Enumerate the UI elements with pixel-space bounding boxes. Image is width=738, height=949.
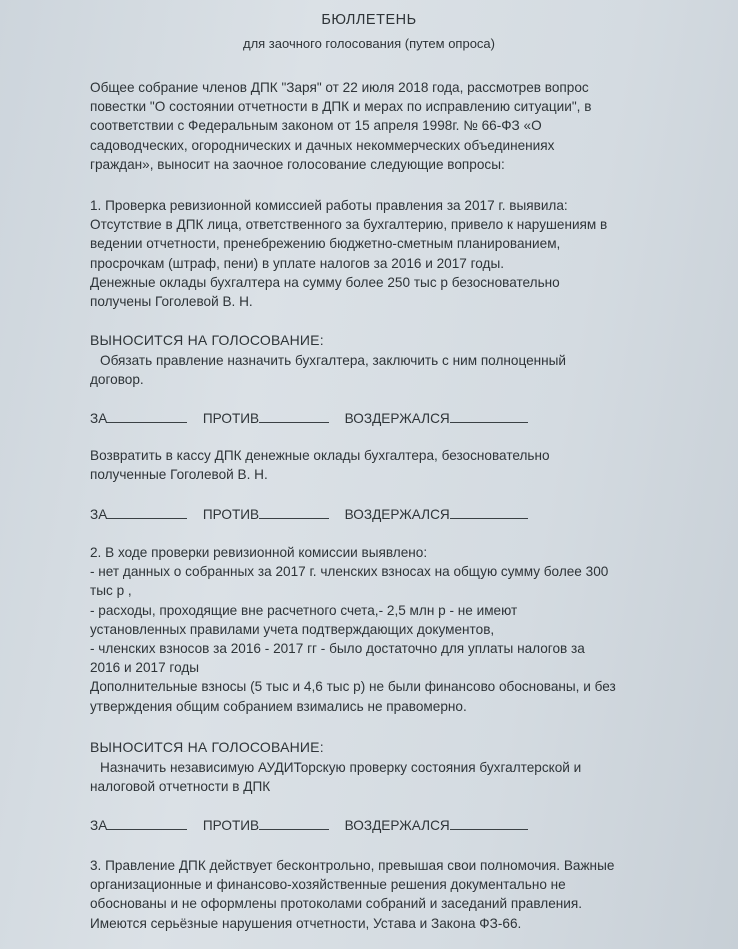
proposal-1-line: договор. bbox=[90, 372, 144, 388]
proposal-1-line: Обязать правление назначить бухгалтера, заключить с ним полноценный bbox=[100, 353, 567, 368]
section-2-line: установленных правилами учета подтверждающих документов, bbox=[90, 621, 495, 637]
section-3 bbox=[90, 856, 710, 933]
vote-against-label: ПРОТИВ bbox=[202, 507, 260, 522]
section-1-line: 1. Проверка ревизионной комиссией работы правления за 2017 г. выявила: bbox=[90, 198, 568, 213]
vote-for-label: ЗА bbox=[90, 411, 108, 426]
section-2-line: утверждения общим собранием взимались не правомерно. bbox=[90, 698, 467, 714]
vote-for-field[interactable] bbox=[107, 505, 187, 519]
section-3-line: Имеются серьёзные нарушения отчетности, Устава и Закона ФЗ-66. bbox=[90, 915, 522, 931]
vote-for-label: ЗА bbox=[90, 507, 108, 522]
vote-against-label: ПРОТИВ bbox=[202, 411, 260, 426]
section-2-line: - членских взносов за 2016 - 2017 гг - было достаточно для уплаты налогов за bbox=[90, 641, 585, 657]
section-1-line: Отсутствие в ДПК лица, ответственного за бухгалтерию, привело к нарушениям в bbox=[90, 217, 608, 233]
section-1-line: ведении отчетности, пренебрежению бюджетно-сметным планированием, bbox=[90, 236, 561, 252]
vote-abstain-label: ВОЗДЕРЖАЛСЯ bbox=[344, 818, 450, 833]
proposal-3-line: Назначить независимую АУДИТорскую проверку состояния бухгалтерской и bbox=[100, 760, 582, 775]
proposal-2-line: Возвратить в кассу ДПК денежные оклады бухгалтера, безосновательно bbox=[90, 448, 550, 463]
vote-against-label: ПРОТИВ bbox=[202, 818, 260, 833]
vote-row-2 bbox=[90, 505, 528, 522]
vote-heading-1: ВЫНОСИТСЯ НА ГОЛОСОВАНИЕ: bbox=[90, 332, 324, 348]
vote-heading-2: ВЫНОСИТСЯ НА ГОЛОСОВАНИЕ: bbox=[90, 739, 324, 755]
proposal-1 bbox=[90, 351, 710, 389]
section-3-line: 3. Правление ДПК действует бесконтрольно, превышая свои полномочия. Важные bbox=[90, 858, 615, 873]
intro-line: граждан», выносит на заочное голосование следующие вопросы: bbox=[90, 156, 505, 172]
section-1 bbox=[90, 196, 710, 311]
vote-for-field[interactable] bbox=[107, 816, 187, 830]
intro-line: садоводческих, огороднических и дачных некоммерческих объединениях bbox=[90, 137, 555, 153]
intro-line: соответствии с Федеральным законом от 15 апреля 1998г. № 66-ФЗ «О bbox=[90, 118, 542, 134]
vote-abstain-label: ВОЗДЕРЖАЛСЯ bbox=[344, 507, 450, 522]
vote-abstain-field[interactable] bbox=[450, 816, 528, 830]
section-3-line: обоснованы и не оформлены протоколами собраний и заседаний правления. bbox=[90, 896, 583, 912]
section-2 bbox=[90, 543, 710, 716]
section-1-line: Денежные оклады бухгалтера на сумму более 250 тыс р безосновательно bbox=[90, 274, 560, 290]
section-2-line: - расходы, проходящие вне расчетного счета,- 2,5 млн р - не имеют bbox=[90, 602, 518, 618]
section-2-line: 2016 и 2017 годы bbox=[90, 660, 200, 676]
document-subtitle: для заочного голосования (путем опроса) bbox=[242, 36, 495, 51]
section-2-line: 2. В ходе проверки ревизионной комиссии выявлено: bbox=[90, 545, 428, 560]
intro-line: Общее собрание членов ДПК "Заря" от 22 июля 2018 года, рассмотрев вопрос bbox=[90, 80, 589, 95]
section-1-line: просрочкам (штраф, пени) в уплате налогов за 2016 и 2017 годы. bbox=[90, 255, 505, 271]
section-1-line: получены Гоголевой В. Н. bbox=[90, 294, 253, 310]
vote-row-3 bbox=[90, 816, 528, 833]
section-2-line: - нет данных о собранных за 2017 г. членских взносах на общую сумму более 300 bbox=[90, 564, 609, 580]
vote-against-field[interactable] bbox=[259, 505, 329, 519]
vote-abstain-label: ВОЗДЕРЖАЛСЯ bbox=[344, 411, 450, 426]
document-title: БЮЛЛЕТЕНЬ bbox=[321, 12, 417, 28]
proposal-3-line: налоговой отчетности в ДПК bbox=[90, 779, 271, 795]
vote-abstain-field[interactable] bbox=[450, 409, 528, 423]
section-3-line: организационные и финансово-хозяйственные решения документально не bbox=[90, 877, 566, 893]
section-2-line: Дополнительные взносы (5 тыс и 4,6 тыс р) не были финансово обоснованы, и без bbox=[90, 679, 616, 695]
proposal-2 bbox=[90, 446, 710, 484]
vote-against-field[interactable] bbox=[259, 816, 329, 830]
section-2-line: тыс р , bbox=[90, 583, 132, 599]
vote-against-field[interactable] bbox=[259, 409, 329, 423]
vote-for-field[interactable] bbox=[107, 409, 187, 423]
proposal-2-line: полученные Гоголевой В. Н. bbox=[90, 467, 268, 483]
intro-paragraph bbox=[90, 78, 710, 174]
proposal-3 bbox=[90, 758, 710, 796]
intro-line: повестки "О состоянии отчетности в ДПК и мерах по исправлению ситуации", в bbox=[90, 99, 592, 115]
vote-row-1 bbox=[90, 409, 528, 426]
vote-for-label: ЗА bbox=[90, 818, 108, 833]
vote-abstain-field[interactable] bbox=[450, 505, 528, 519]
